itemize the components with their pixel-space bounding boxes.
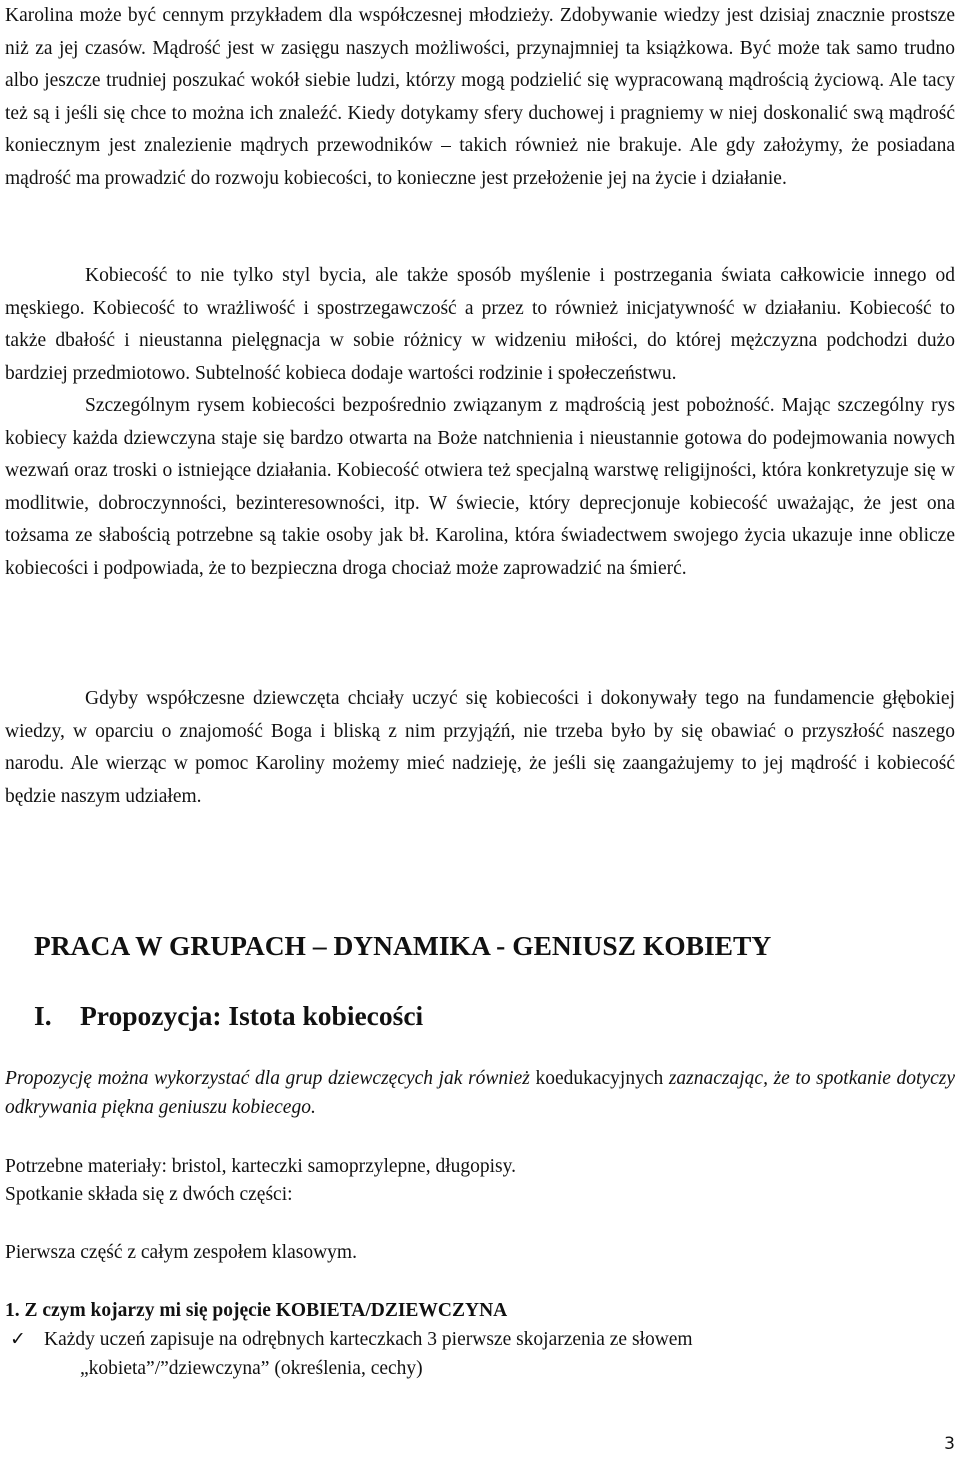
question-heading: 1. Z czym kojarzy mi się pojęcie KOBIETA/DZIEWCZYNA <box>5 1300 508 1321</box>
intro-normal: koedukacyjnych <box>535 1068 664 1089</box>
paragraph-kobiecosc: Kobiecość to nie tylko styl bycia, ale także sposób myślenie i postrzegania świata całkowicie innego od męskiego. Kobiecość to wrażliwość i spostrzegawczość a przez to również inicjatywność w działaniu. Kobiecość to także dbałość i nieustanna pielęgnacja w sobie różnicy w widzeniu miłości, do której mężczyzna podchodzi dużo bardziej przedmiotowo. Subtelność kobieca dodaje wartości rodzinie i społeczeństwu. <box>5 265 955 384</box>
checklist-item <box>10 1325 955 1383</box>
paragraph-karolina: Karolina może być cennym przykładem dla współczesnej młodzieży. Zdobywanie wiedzy jest dzisiaj znacznie prostsze niż za jej czasów. Mądrość jest w zasięgu naszych możliwości, przynajmniej ta książkowa. Być może tak samo trudno albo jeszcze trudniej poszukać wokół siebie ludzi, którzy mogą podzielić się wypracowaną mądrością życiową. Ale tacy też są i jeśli się chce to można ich znaleźć. Kiedy dotykamy sfery duchowej i pragniemy w niej doskonalić swą mądrość koniecznym jest znalezienie mądrych przewodników – takich również nie brakuje. Ale gdy założymy, że posiadana mądrość ma prowadzić do rozwoju kobiecości, to konieczne jest przełożenie jej na życie i działanie. <box>5 5 955 189</box>
section-heading <box>34 998 423 1034</box>
checklist-line-1: Każdy uczeń zapisuje na odrębnych karteczkach 3 pierwsze skojarzenia ze słowem <box>44 1329 693 1350</box>
structure-line: Spotkanie składa się z dwóch części: <box>5 1184 293 1205</box>
page-number: 3 <box>944 1434 955 1454</box>
intro-italic: Propozycję można wykorzystać dla grup dziewczęcych jak również <box>5 1068 530 1089</box>
paragraph-poboznosc: Szczególnym rysem kobiecości bezpośrednio związanym z mądrością jest pobożność. Mając szczególny rys kobiecy każda dziewczyna staje się bardzo otwarta na Boże natchnienia i nieustannie gotowa do podejmowania nowych wezwań oraz troski o istniejące działania. Kobiecość otwiera też specjalną warstwę religijności, która konkretyzuje się w modlitwie, dobroczynności, bezinteresowności, itp. W świecie, który deprecjonuje kobiecość uważając, że jest ona tożsama ze słabością potrzebne są takie osoby jak bł. Karolina, która świadectwem swojego życia ukazuje inne oblicze kobiecości i podpowiada, że to bezpieczna droga chociaż może zaprowadzić na śmierć. <box>5 395 955 579</box>
intro-italic-continued: zaznaczając, że to spotkanie dotyczy odkrywania piękna geniuszu kobiecego. <box>5 1068 955 1118</box>
materials-line: Potrzebne materiały: bristol, karteczki samoprzylepne, długopisy. <box>5 1156 516 1177</box>
part-one-line: Pierwsza część z całym zespołem klasowym. <box>5 1242 357 1263</box>
paragraph-gdyby: Gdyby współczesne dziewczęta chciały uczyć się kobiecości i dokonywały tego na fundamencie głębokiej wiedzy, w oparciu o znajomość Boga i bliską z nim przyjąźń, nie trzeba było by się obawiać o przyszłość naszego narodu. Ale wierząc w pomoc Karoliny możemy mieć nadzieję, że jeśli się zaangażujemy to jej mądrość i kobiecość będzie naszym udziałem. <box>5 688 955 807</box>
check-icon: ✓ <box>10 1328 26 1350</box>
section-title: Propozycja: Istota kobiecości <box>80 1000 424 1031</box>
checklist-line-2: „kobieta”/”dziewczyna” (określenia, cechy) <box>80 1358 423 1379</box>
section-number: I. <box>34 1000 52 1031</box>
main-heading: PRACA W GRUPACH – DYNAMIKA - GENIUSZ KOBIETY <box>34 930 772 961</box>
intro-text <box>5 1064 955 1122</box>
